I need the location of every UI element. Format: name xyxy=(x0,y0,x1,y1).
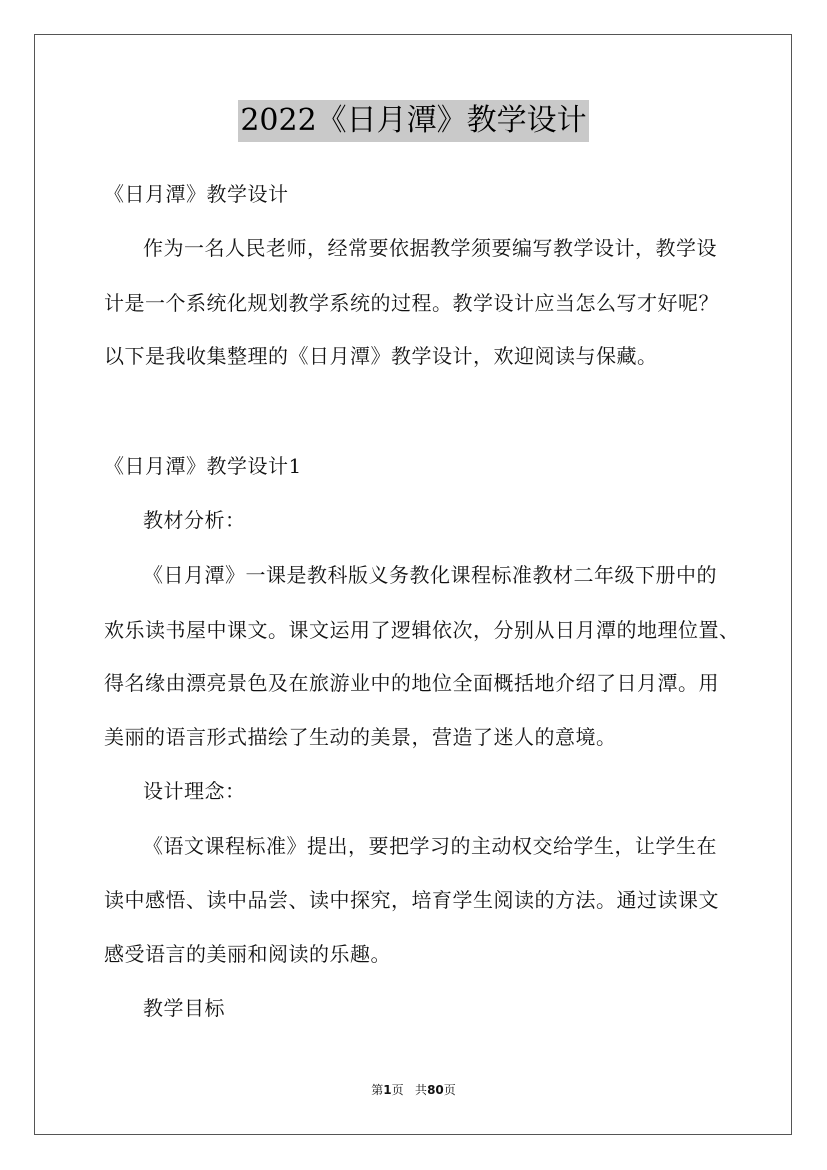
page-footer xyxy=(0,1082,827,1098)
subheading-teaching-goals: 教学目标 xyxy=(143,996,225,1020)
section-heading-intro: 《日月潭》教学设计 xyxy=(104,182,289,206)
document-title: 2022《日月潭》教学设计 xyxy=(238,100,588,142)
paragraph-line: 欢乐读书屋中课文。课文运用了逻辑依次，分别从日月潭的地理位置、 xyxy=(104,618,740,642)
page-number: 1 xyxy=(383,1083,392,1097)
title-container xyxy=(0,100,827,142)
total-prefix: 共 xyxy=(415,1083,428,1097)
paragraph-line: 得名缘由漂亮景色及在旅游业中的地位全面概括地介绍了日月潭。用 xyxy=(104,671,719,695)
subheading-design-concept: 设计理念： xyxy=(143,779,246,803)
subheading-material-analysis: 教材分析： xyxy=(143,508,246,532)
total-suffix: 页 xyxy=(443,1083,456,1097)
paragraph-line: 读中感悟、读中品尝、读中探究，培育学生阅读的方法。通过读课文 xyxy=(104,888,719,912)
page-suffix: 页 xyxy=(391,1083,404,1097)
paragraph-line: 以下是我收集整理的《日月潭》教学设计，欢迎阅读与保藏。 xyxy=(104,344,658,368)
total-pages: 80 xyxy=(427,1083,444,1097)
page-prefix: 第 xyxy=(371,1083,384,1097)
section-heading-design-1: 《日月潭》教学设计1 xyxy=(104,454,302,478)
paragraph-line: 《语文课程标准》提出，要把学习的主动权交给学生，让学生在 xyxy=(143,834,717,858)
paragraph-line: 作为一名人民老师，经常要依据教学须要编写教学设计，教学设 xyxy=(143,236,717,260)
paragraph-line: 美丽的语言形式描绘了生动的美景，营造了迷人的意境。 xyxy=(104,725,617,749)
paragraph-line: 《日月潭》一课是教科版义务教化课程标准教材二年级下册中的 xyxy=(143,563,717,587)
paragraph-line: 感受语言的美丽和阅读的乐趣。 xyxy=(104,942,391,966)
paragraph-line: 计是一个系统化规划教学系统的过程。教学设计应当怎么写才好呢？ xyxy=(104,291,719,315)
